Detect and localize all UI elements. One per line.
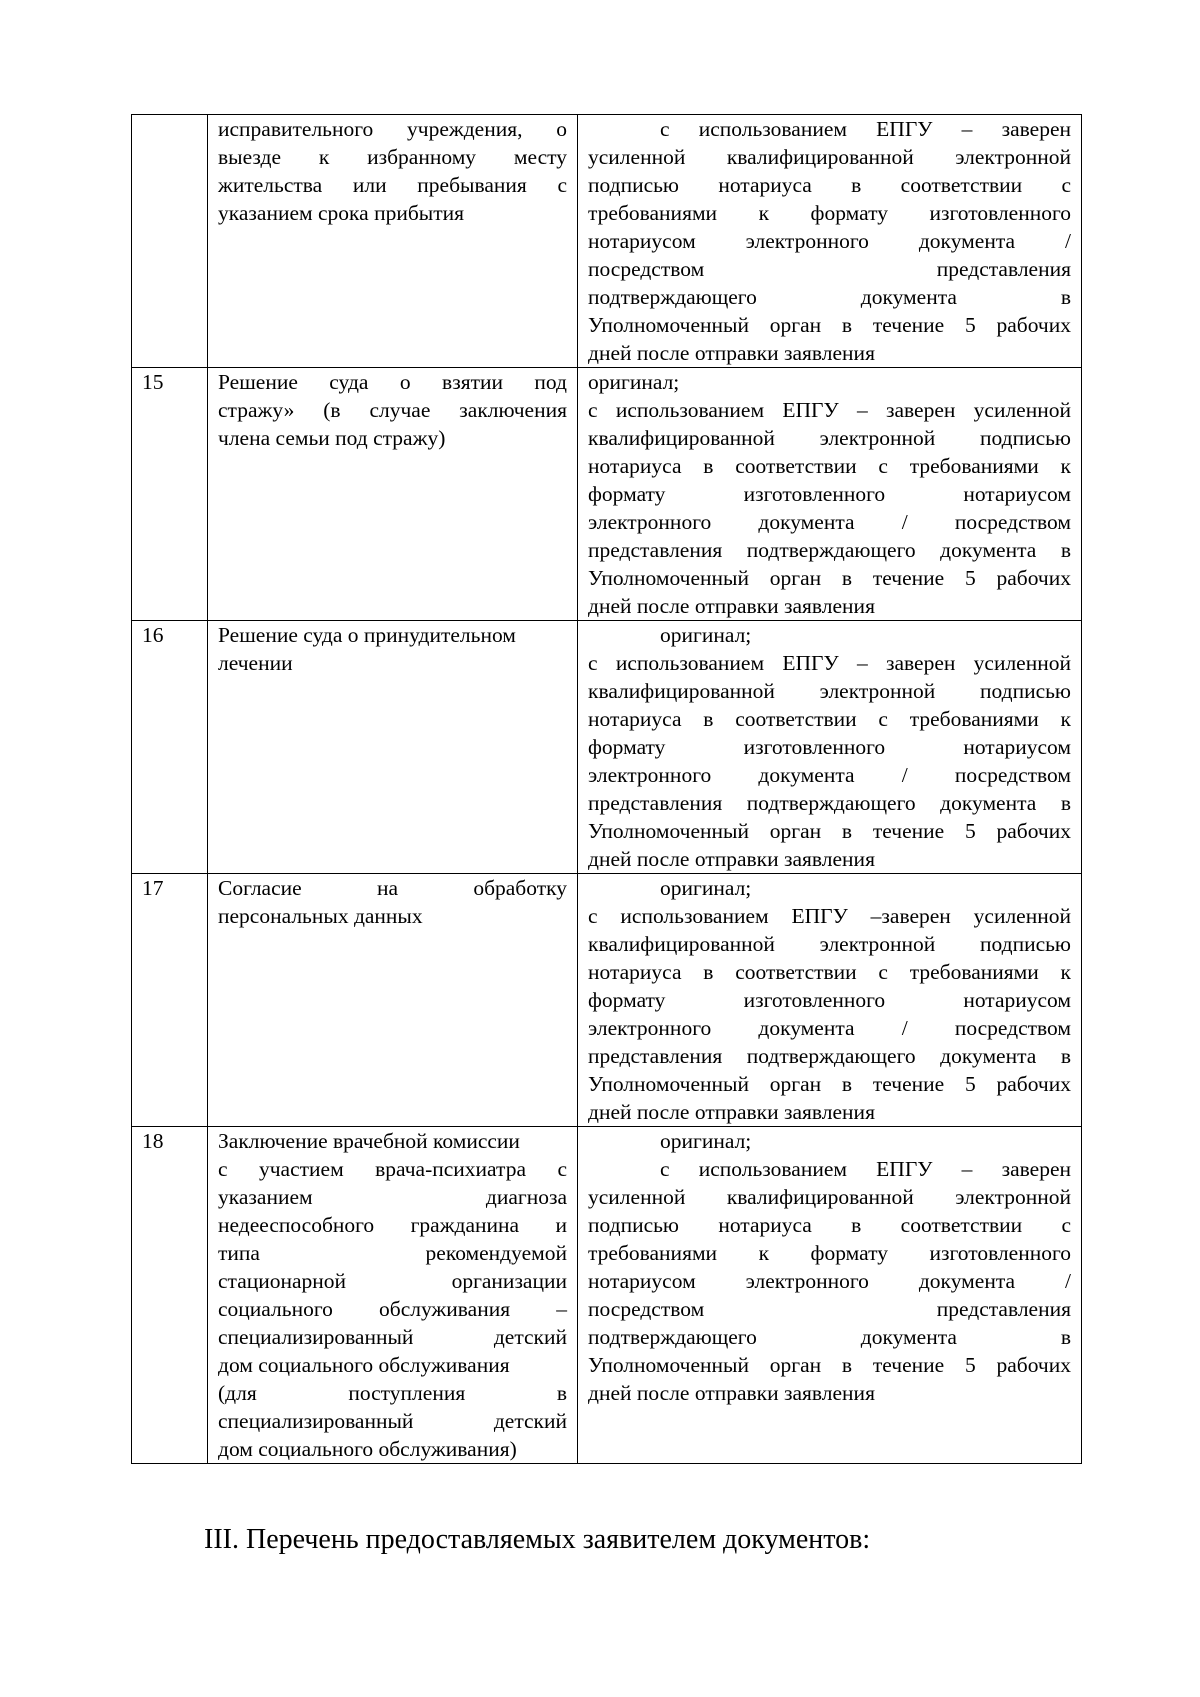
row-number [132,115,208,368]
requirement-line: подписью нотариуса в соответствии с [588,173,1071,197]
document-name-line: дом социального обслуживания [218,1353,510,1377]
requirement-line: дней после отправки заявления [588,341,875,365]
requirement-line: с использованием ЕПГУ – заверен усиленной [588,398,1071,422]
requirement-line: требованиями к формату изготовленного [588,201,1071,225]
document-name-line: жительства или пребывания с [218,173,567,197]
document-name-line: дом социального обслуживания) [218,1437,517,1461]
document-requirement-cell [578,621,1082,874]
document-name-line: Решение суда о взятии под [218,370,567,394]
requirement-line: оригинал; [660,623,752,647]
document-name-line: персональных данных [218,904,423,928]
document-requirement-cell [578,874,1082,1127]
document-name-cell [208,874,578,1127]
document-name-line: недееспособного гражданина и [218,1213,567,1237]
requirement-line: подтверждающего документа в [588,285,1071,309]
requirement-line: представления подтверждающего документа в [588,1044,1071,1068]
document-requirement-cell [578,368,1082,621]
requirement-line: Уполномоченный орган в течение 5 рабочих [588,566,1071,590]
requirement-line: представления подтверждающего документа в [588,538,1071,562]
requirement-line: формату изготовленного нотариусом [588,735,1071,759]
row-number: 16 [132,621,208,874]
requirement-line: нотариуса в соответствии с требованиями к [588,454,1071,478]
documents-table [131,114,1082,1464]
requirement-line: Уполномоченный орган в течение 5 рабочих [588,1353,1071,1377]
requirement-line: формату изготовленного нотариусом [588,482,1071,506]
requirement-line: электронного документа / посредством [588,1016,1071,1040]
table-row [132,115,1082,368]
document-name-line: исправительного учреждения, о [218,117,567,141]
document-name-line: Согласие на обработку [218,876,567,900]
requirement-line: Уполномоченный орган в течение 5 рабочих [588,819,1071,843]
requirement-line: требованиями к формату изготовленного [588,1241,1071,1265]
section-heading: III. Перечень предоставляемых заявителем документов: [204,1524,871,1555]
table-row [132,621,1082,874]
requirement-line: квалифицированной электронной подписью [588,679,1071,703]
document-requirement-cell [578,115,1082,368]
document-requirement-cell [578,1127,1082,1464]
requirement-line: оригинал; [660,1129,752,1153]
table-row [132,1127,1082,1464]
requirement-line: формату изготовленного нотариусом [588,988,1071,1012]
document-name-line: типа рекомендуемой [218,1241,567,1265]
requirement-line: представления подтверждающего документа в [588,791,1071,815]
document-name-line: социального обслуживания – [218,1297,567,1321]
requirement-line: Уполномоченный орган в течение 5 рабочих [588,1072,1071,1096]
requirement-line: усиленной квалифицированной электронной [588,1185,1071,1209]
document-name-cell [208,115,578,368]
requirement-line: нотариуса в соответствии с требованиями к [588,707,1071,731]
requirement-line: с использованием ЕПГУ – заверен [660,117,1071,141]
requirement-line: нотариуса в соответствии с требованиями к [588,960,1071,984]
requirement-line: дней после отправки заявления [588,847,875,871]
document-name-line: указанием диагноза [218,1185,567,1209]
document-name-line: указанием срока прибытия [218,201,465,225]
document-name-line: специализированный детский [218,1409,567,1433]
requirement-line: Уполномоченный орган в течение 5 рабочих [588,313,1071,337]
requirement-line: с использованием ЕПГУ – заверен [660,1157,1071,1181]
table-row [132,368,1082,621]
requirement-line: усиленной квалифицированной электронной [588,145,1071,169]
document-name-line: специализированный детский [218,1325,567,1349]
document-name-line: Решение суда о принудительном [218,623,516,647]
requirement-line: оригинал; [588,370,680,394]
document-name-line: с участием врача-психиатра с [218,1157,567,1181]
requirement-line: дней после отправки заявления [588,1381,875,1405]
requirement-line: электронного документа / посредством [588,510,1071,534]
requirement-line: дней после отправки заявления [588,594,875,618]
document-name-cell [208,368,578,621]
requirement-line: квалифицированной электронной подписью [588,932,1071,956]
requirement-line: подтверждающего документа в [588,1325,1071,1349]
row-number: 18 [132,1127,208,1464]
requirement-line: оригинал; [660,876,752,900]
row-number: 15 [132,368,208,621]
requirement-line: посредством представления [588,1297,1071,1321]
requirement-line: электронного документа / посредством [588,763,1071,787]
requirement-line: квалифицированной электронной подписью [588,426,1071,450]
table-row [132,874,1082,1127]
document-name-cell [208,621,578,874]
row-number: 17 [132,874,208,1127]
document-name-line: (для поступления в [218,1381,567,1405]
requirement-line: подписью нотариуса в соответствии с [588,1213,1071,1237]
requirement-line: с использованием ЕПГУ – заверен усиленной [588,651,1071,675]
requirement-line: дней после отправки заявления [588,1100,875,1124]
document-name-line: Заключение врачебной комиссии [218,1129,520,1153]
requirement-line: нотариусом электронного документа / [588,1269,1071,1293]
document-name-line: выезде к избранному месту [218,145,567,169]
requirement-line: нотариусом электронного документа / [588,229,1071,253]
requirement-line: с использованием ЕПГУ –заверен усиленной [588,904,1071,928]
document-name-line: стражу» (в случае заключения [218,398,567,422]
documents-table-body [132,115,1082,1464]
document-name-cell [208,1127,578,1464]
document-name-line: лечении [218,651,293,675]
document-name-line: стационарной организации [218,1269,567,1293]
requirement-line: посредством представления [588,257,1071,281]
document-name-line: члена семьи под стражу) [218,426,446,450]
